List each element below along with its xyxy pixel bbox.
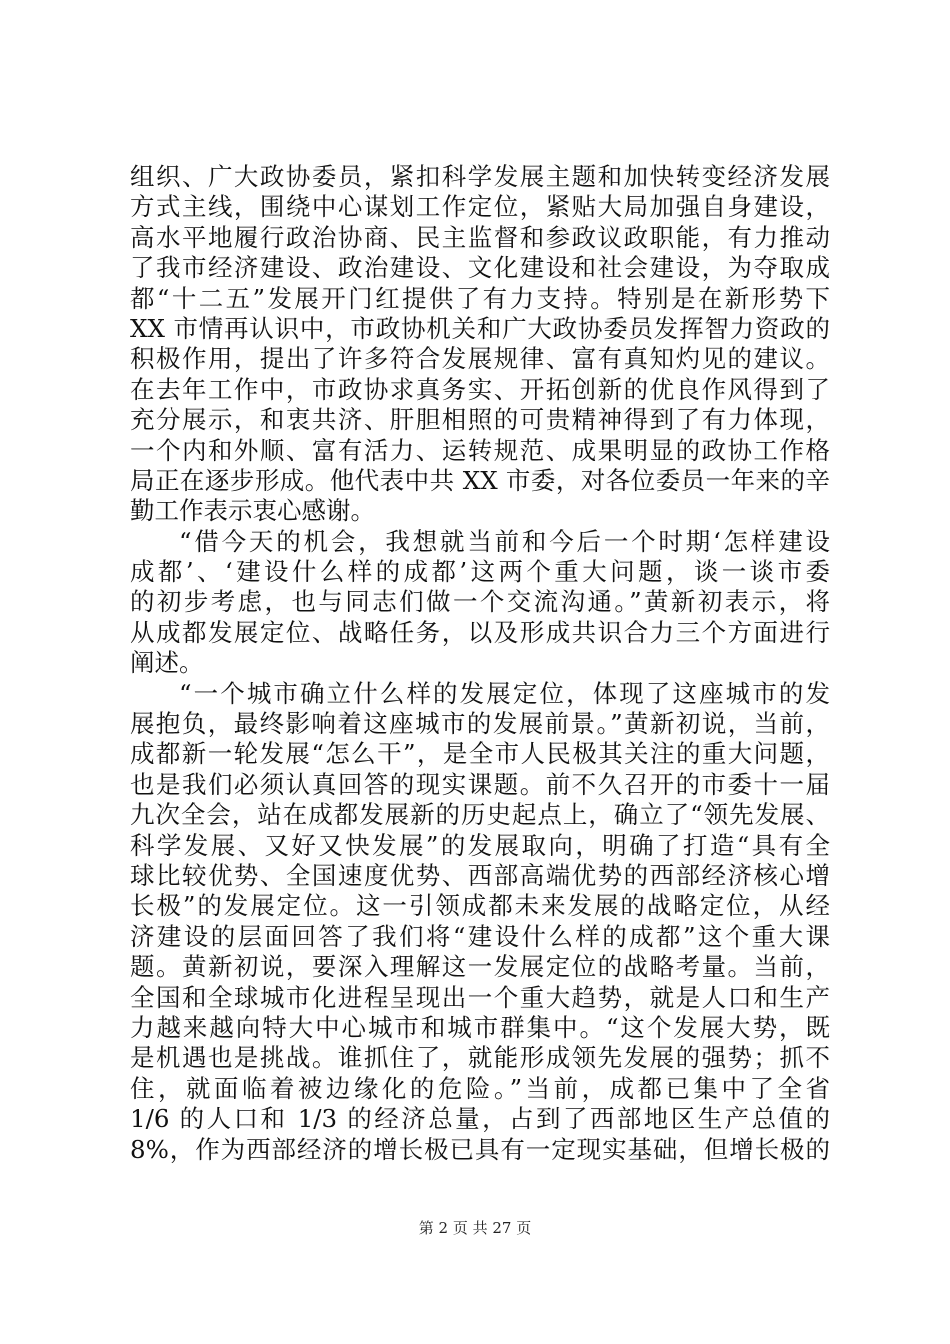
text-line: 在去年工作中，市政协求真务实、开拓创新的优良作风得到了 [130,374,830,404]
text-line: 球比较优势、全国速度优势、西部高端优势的西部经济核心增 [130,860,830,890]
text-line: 一个内和外顺、富有活力、运转规范、成果明显的政协工作格 [130,435,830,465]
text-line: 展抱负，最终影响着这座城市的发展前景。”黄新初说，当前， [130,709,830,739]
text-line: 是机遇也是挑战。谁抓住了，就能形成领先发展的强势；抓不 [130,1043,830,1073]
text-line: 局正在逐步形成。他代表中共 XX 市委，对各位委员一年来的辛 [130,465,830,495]
text-line: 勤工作表示衷心感谢。 [130,496,375,526]
text-line: 科学发展、又好又快发展”的发展取向，明确了打造“具有全 [130,830,830,860]
text-line: XX 市情再认识中，市政协机关和广大政协委员发挥智力资政的 [130,313,830,343]
text-line: 充分展示，和衷共济、肝胆相照的可贵精神得到了有力体现， [130,405,830,435]
text-line: 都“十二五”发展开门红提供了有力支持。特别是在新形势下 [130,283,830,313]
text-line: 成都新一轮发展“怎么干”，是全市人民极其关注的重大问题， [130,739,830,769]
text-line: 的初步考虑，也与同志们做一个交流沟通。”黄新初表示，将 [130,587,830,617]
text-line: 1/6 的人口和 1/3 的经济总量，占到了西部地区生产总值的 [130,1104,830,1134]
text-line: “借今天的机会，我想就当前和今后一个时期‘怎样建设 [179,526,830,556]
text-line: “一个城市确立什么样的发展定位，体现了这座城市的发 [179,678,830,708]
text-line: 住，就面临着被边缘化的危险。”当前，成都已集中了全省 [130,1073,830,1103]
body-text [130,162,830,1165]
page-footer: 第 2 页 共 27 页 [418,1219,532,1237]
text-line: 全国和全球城市化进程呈现出一个重大趋势，就是人口和生产 [130,982,830,1012]
text-line: 8%，作为西部经济的增长极已具有一定现实基础，但增长极的 [130,1134,830,1164]
text-line: 长极”的发展定位。这一引领成都未来发展的战略定位，从经 [130,891,830,921]
text-line: 方式主线，围绕中心谋划工作定位，紧贴大局加强自身建设， [130,192,830,222]
text-line: 了我市经济建设、政治建设、文化建设和社会建设，为夺取成 [130,253,830,283]
text-line: 从成都发展定位、战略任务，以及形成共识合力三个方面进行 [130,617,830,647]
text-line: 积极作用，提出了许多符合发展规律、富有真知灼见的建议。 [130,344,830,374]
text-line: 高水平地履行政治协商、民主监督和参政议政职能，有力推动 [130,222,830,252]
text-line: 力越来越向特大中心城市和城市群集中。“这个发展大势，既 [130,1012,830,1042]
text-line: 成都’、‘建设什么样的成都’这两个重大问题，谈一谈市委 [130,557,830,587]
text-line: 也是我们必须认真回答的现实课题。前不久召开的市委十一届 [130,769,830,799]
text-line: 阐述。 [130,648,204,678]
text-line: 济建设的层面回答了我们将“建设什么样的成都”这个重大课 [130,921,830,951]
text-line: 九次全会，站在成都发展新的历史起点上，确立了“领先发展、 [130,800,830,830]
text-line: 题。黄新初说，要深入理解这一发展定位的战略考量。当前， [130,952,830,982]
text-line: 组织、广大政协委员，紧扣科学发展主题和加快转变经济发展 [130,162,830,191]
